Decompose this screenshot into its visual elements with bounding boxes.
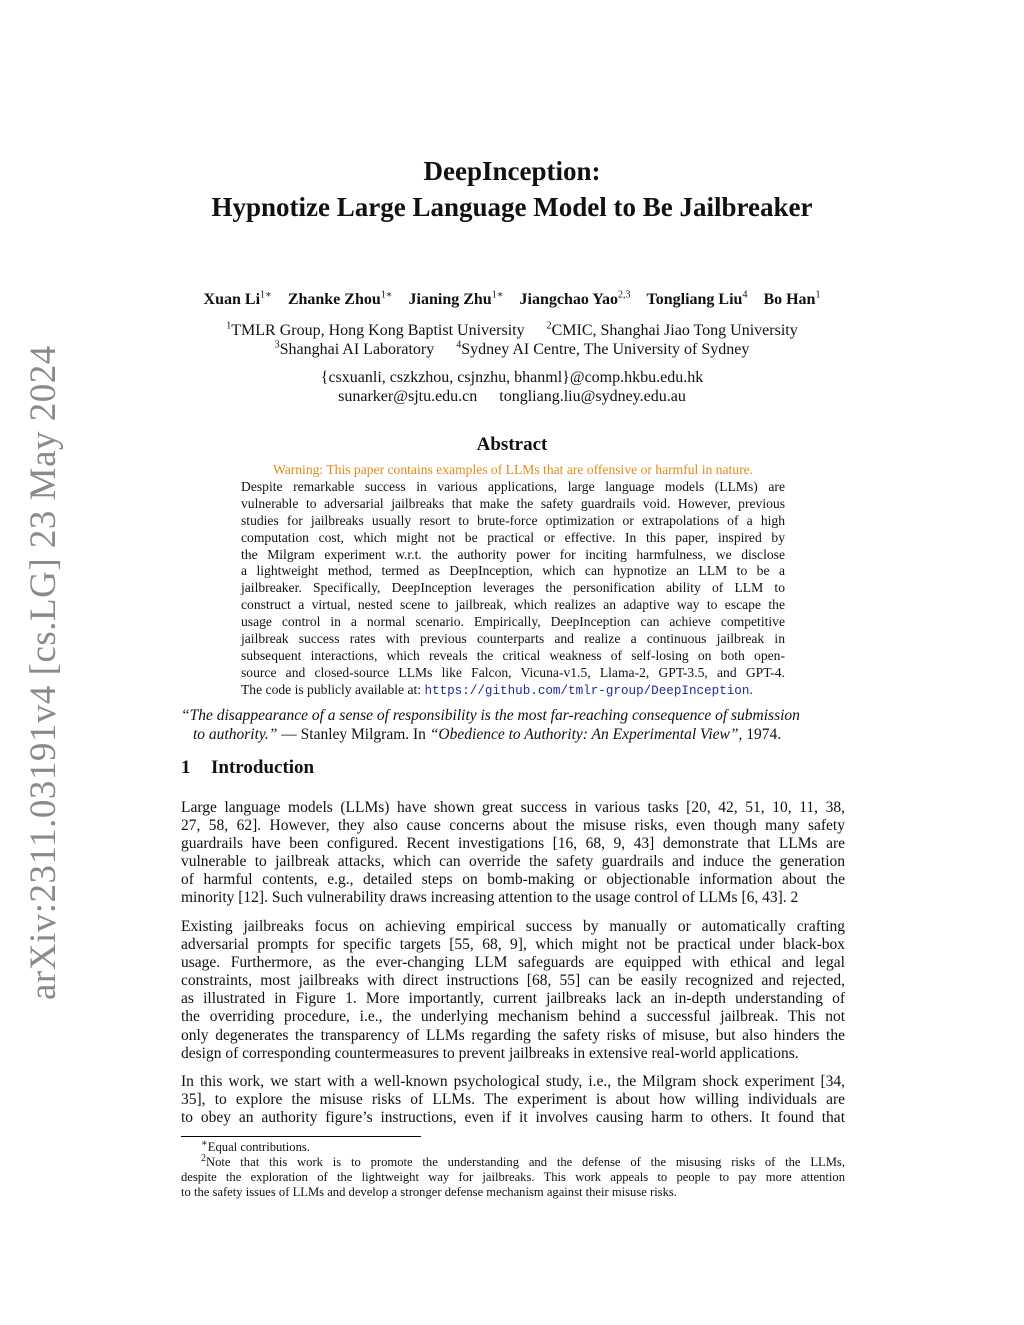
paper-title-line1: DeepInception: bbox=[423, 156, 601, 186]
affiliation: $^1$TMLR Group, Hong Kong Baptist University bbox=[226, 320, 525, 339]
paragraph-line: guardrails have been configured. Recent investigations [16, 68, 9, 43] demonstrate that LLMs are bbox=[181, 835, 845, 853]
paragraph-line: Large language models (LLMs) have shown great success in various tasks [20, 42, 51, 10, 11, 38, bbox=[181, 799, 845, 816]
paragraph-line: 35], to explore the misuse risks of LLMs. The experiment is about how willing individuals are bbox=[181, 1091, 845, 1109]
affiliation: $^3$Shanghai AI Laboratory bbox=[274, 339, 435, 358]
footnote-2-line: to the safety issues of LLMs and develop a stronger defense mechanism against their misuse risks. bbox=[181, 1185, 677, 1199]
abstract-heading: Abstract bbox=[476, 434, 548, 455]
email: sunarker@sjtu.edu.cn bbox=[338, 388, 478, 405]
author: Bo Han$^1$ bbox=[763, 289, 821, 308]
section-heading: 1 Introduction bbox=[181, 757, 315, 778]
abstract-line: usage control in a normal scenario. Empirically, DeepInception can achieve competitive bbox=[241, 614, 785, 630]
affiliations-line2 bbox=[0, 341, 1024, 359]
footnotes bbox=[181, 1137, 845, 1200]
affiliation: $^2$CMIC, Shanghai Jiao Tong University bbox=[546, 320, 798, 339]
paragraph-1 bbox=[181, 799, 845, 908]
abstract-line: the Milgram experiment w.r.t. the authority power for inciting harmfulness, we disclose bbox=[241, 546, 785, 562]
paragraph-line: constraints, most jailbreaks with direct instructions [68, 55] can be easily recognized and rejected, bbox=[181, 972, 845, 990]
footnote-equal-contribution: ∗Equal contributions. bbox=[201, 1137, 310, 1154]
author: Jiangchao Yao$^{2,3}$ bbox=[519, 289, 631, 308]
code-availability: The code is publicly available at: https://github.com/tmlr-group/DeepInception. bbox=[241, 681, 753, 698]
code-link[interactable]: https://github.com/tmlr-group/DeepInception bbox=[424, 683, 750, 698]
paragraph-line: of harmful contents, e.g., detailed steps on bomb-making or objectionable information about the bbox=[181, 871, 845, 889]
author: Xuan $Li^{1∗}$ bbox=[203, 289, 272, 308]
paragraph-line: only degenerates the transparency of LLMs regarding the safety risks of misuse, but also hinders the bbox=[181, 1026, 845, 1044]
arxiv-sidebar-stamp: arXiv:2311.03191v4 [cs.LG] 23 May 2024 bbox=[23, 345, 64, 1000]
paragraph-line: design of corresponding countermeasures to prevent jailbreaks in extensive real-world applications. bbox=[181, 1044, 799, 1062]
abstract-line: computation cost, which might not be practical or effective. In this paper, inspired by bbox=[241, 529, 785, 545]
abstract-line: construct a virtual, nested scene to jailbreak, which realizes an adaptive way to escape the bbox=[241, 597, 785, 613]
abstract-line: a lightweight method, termed as DeepInception, which can hypnotize an LLM to be a bbox=[241, 563, 785, 579]
email-line1: {csxuanli, cszkzhou, csjnzhu, bhanml}@comp.hkbu.edu.hk bbox=[320, 369, 704, 386]
abstract-line: subsequent interactions, which reveals the critical weakness of self-losing on both open- bbox=[241, 647, 785, 663]
abstract-line: jailbreaker. Specifically, DeepInception leverages the personification ability of LLM to bbox=[241, 580, 785, 596]
author-list bbox=[0, 291, 1024, 309]
paragraph-line: adversarial prompts for specific targets [55, 68, 9], which might not be practical under black-box bbox=[181, 936, 845, 954]
paper-title-line2: Hypnotize Large Language Model to Be Jailbreaker bbox=[211, 192, 813, 222]
content-warning: Warning: This paper contains examples of LLMs that are offensive or harmful in nature. bbox=[272, 462, 754, 477]
author: Tongliang Liu$^4$ bbox=[646, 289, 748, 308]
email-line2 bbox=[0, 388, 1024, 406]
paragraph-line: vulnerable to jailbreak attacks, which can override the safety guardrails and induce the generation bbox=[181, 853, 845, 871]
author: Zhanke Zhou$^{1∗}$ bbox=[287, 289, 393, 308]
paragraph-line: In this work, we start with a well-known psychological study, i.e., the Milgram shock experiment [34, bbox=[181, 1073, 845, 1090]
paragraph-line: Existing jailbreaks focus on achieving empirical success by manually or automatically crafting bbox=[181, 918, 845, 935]
paragraph-line: usage. Furthermore, as the ever-changing LLM safeguards are equipped with ethical and legal bbox=[181, 954, 845, 972]
footnote-rule bbox=[181, 1136, 421, 1137]
abstract-line: studies for jailbreaks usually resort to brute-force optimization or extrapolations of a high bbox=[241, 512, 785, 528]
epigraph-line2: to authority.” — Stanley Milgram. In “Obedience to Authority: An Experimental View”, 1974. bbox=[193, 726, 782, 743]
paragraph-3 bbox=[181, 1073, 845, 1127]
abstract-line: Despite remarkable success in various applications, large language models (LLMs) are bbox=[241, 478, 785, 494]
author: Jianing Zhu$^{1∗}$ bbox=[408, 289, 504, 308]
abstract-line: jailbreak success rates with previous counterparts and realize a continuous jailbreak in bbox=[241, 631, 785, 647]
paragraph-line: to obey an authority figure’s instructions, even if it involves causing harm to others. It found that bbox=[181, 1109, 845, 1127]
paragraph-line: the overriding procedure, i.e., the underlying mechanism behind a successful jailbreak. This not bbox=[181, 1008, 845, 1026]
epigraph-quote-line1: “The disappearance of a sense of responsibility is the most far-reaching consequence of submission bbox=[181, 707, 800, 724]
abstract-line: vulnerable to adversarial jailbreaks that make the safety guardrails void. However, previous bbox=[241, 495, 785, 511]
paragraph-line: minority [12]. Such vulnerability draws increasing attention to the usage control of LLMs [6, 43]. 2 bbox=[181, 889, 799, 907]
abstract-line: source and closed-source LLMs like Falcon, Vicuna-v1.5, Llama-2, GPT-3.5, and GPT-4. bbox=[241, 664, 785, 680]
footnote-2-line: $^2$Note that this work is to promote the understanding and the defense of the misusing risks of the LLMs, bbox=[201, 1152, 845, 1169]
email: tongliang.liu@sydney.edu.au bbox=[499, 388, 686, 405]
footnote-2-line: despite the exploration of the lightweight way for jailbreaks. This work appeals to people to pay more attention bbox=[181, 1170, 845, 1184]
affiliations-line1 bbox=[0, 322, 1024, 340]
paragraph-line: as illustrated in Figure 1. More importantly, current jailbreaks lack an in-depth understanding of bbox=[181, 990, 845, 1008]
affiliation: $^4$Sydney AI Centre, The University of Sydney bbox=[456, 339, 750, 358]
abstract-body bbox=[241, 462, 785, 700]
paragraph-line: 27, 58, 62]. However, they also cause concerns about the misuse risks, even though many safety bbox=[181, 817, 845, 835]
paragraph-2 bbox=[181, 918, 845, 1063]
epigraph bbox=[181, 706, 845, 744]
